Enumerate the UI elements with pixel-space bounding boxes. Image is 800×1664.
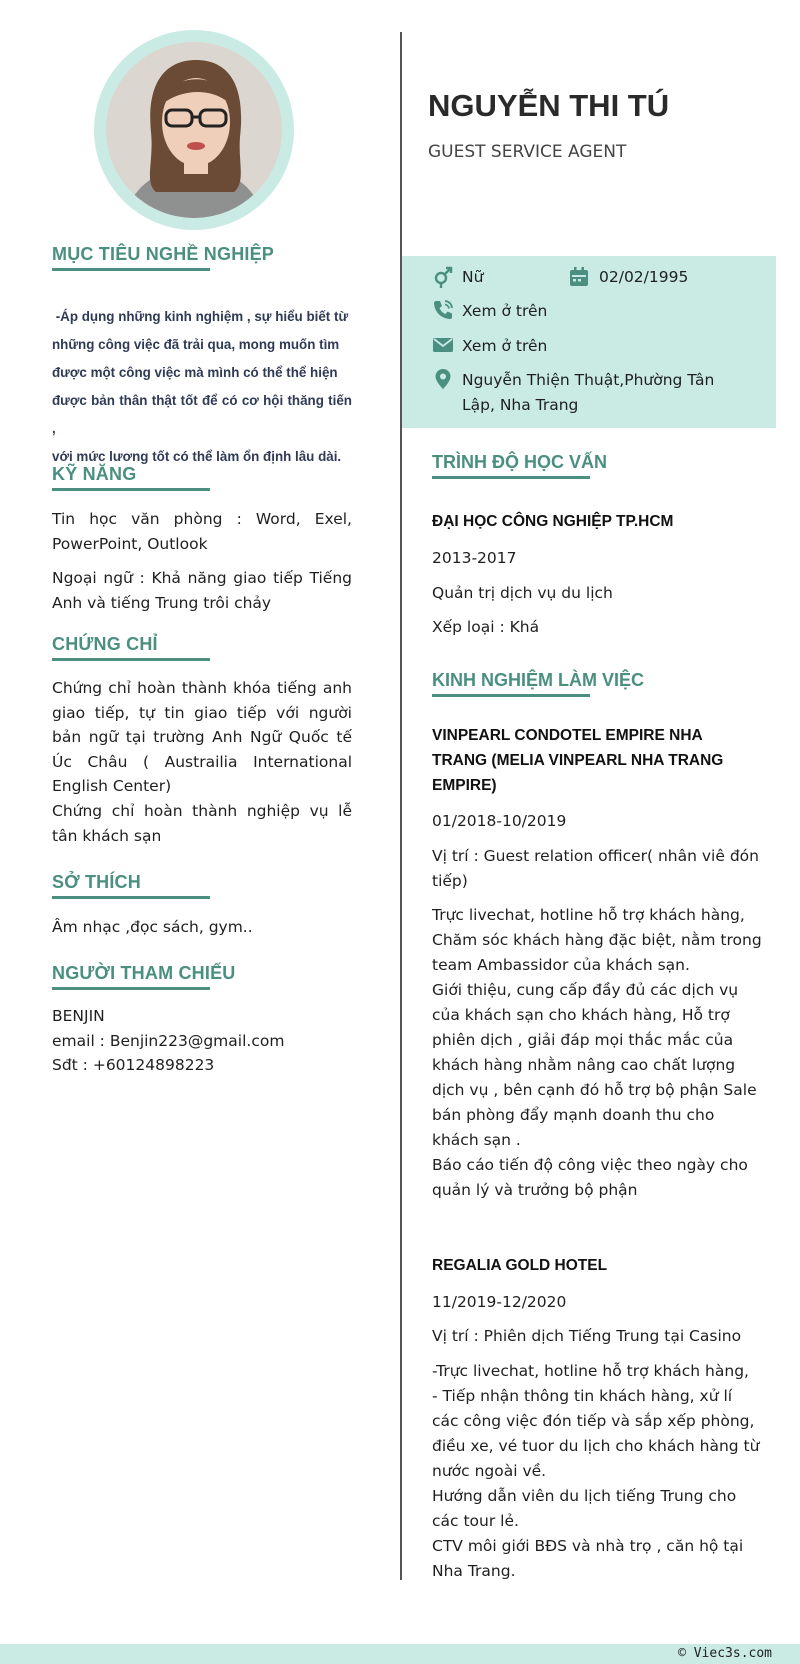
job-desc-line: bán phòng đẩy mạnh doanh thu cho	[432, 1106, 715, 1124]
job-position	[432, 1324, 762, 1349]
job-company-line: VINPEARL CONDOTEL EMPIRE NHA	[432, 727, 703, 744]
gender-icon	[432, 266, 454, 288]
job-desc-line: Nha Trang.	[432, 1562, 516, 1580]
job-desc-line: dịch vụ , bên cạnh đó hỗ trợ bộ phận Sale	[432, 1081, 757, 1099]
job-company-line: REGALIA GOLD HOTEL	[432, 1257, 608, 1274]
education-years: 2013-2017	[432, 549, 517, 567]
education-title: TRÌNH ĐỘ HỌC VẤN	[432, 452, 607, 472]
job-desc-line: khách sạn .	[432, 1131, 521, 1149]
reference-name: BENJIN	[52, 1007, 105, 1025]
objective-text	[52, 303, 352, 471]
avatar-portrait	[106, 42, 282, 218]
job-desc-line: quản lý và trưởng bộ phận	[432, 1181, 638, 1199]
education-underline	[432, 476, 590, 479]
objective-line: được bản thân thật tốt để có cơ hội thăng tiến ,	[52, 393, 352, 436]
address-line: Lập, Nha Trang	[462, 396, 579, 414]
hobbies-title: SỞ THÍCH	[52, 872, 141, 892]
references-text	[52, 1004, 352, 1078]
footer-watermark: © Viec3s.com	[678, 1646, 772, 1661]
address-line: Nguyễn Thiện Thuật,Phường Tân	[462, 371, 715, 389]
references-underline	[52, 987, 210, 990]
experience-title: KINH NGHIỆM LÀM VIỆC	[432, 670, 645, 690]
references-title: NGƯỜI THAM CHIẾU	[52, 963, 236, 983]
job-desc-line: Hướng dẫn viên du lịch tiếng Trung cho	[432, 1487, 737, 1505]
reference-email: email : Benjin223@gmail.com	[52, 1031, 285, 1050]
skill-item-office: Tin học văn phòng : Word, Exel, PowerPoint, Outlook	[52, 510, 352, 553]
location-pin-icon	[432, 368, 454, 390]
job-company-line: EMPIRE)	[432, 777, 497, 794]
phone-icon	[432, 299, 454, 321]
job-desc-line: CTV môi giới BĐS và nhà trọ , căn hộ tại	[432, 1537, 744, 1555]
contact-email: Xem ở trên	[462, 337, 548, 355]
job-desc-line: của khách sạn cho khách hàng, Hỗ trợ	[432, 1006, 730, 1024]
job-desc-line: nước ngoài về.	[432, 1462, 547, 1480]
job-desc-line: điều xe, vé tuor du lịch cho khách hàng từ	[432, 1437, 760, 1455]
job-desc-line: Giới thiệu, cung cấp đầy đủ các dịch vụ	[432, 981, 739, 999]
job-position	[432, 844, 762, 894]
certificates-underline	[52, 658, 210, 661]
job-desc-line: khách hàng nhằm nâng cao chất lượng	[432, 1056, 736, 1074]
job-position-line: Vị trí : Guest relation officer( nhân viê đón	[432, 847, 759, 865]
experience-underline	[432, 694, 590, 697]
job-position-line: tiếp)	[432, 872, 468, 890]
objective-line: được một công việc mà mình có thể thể hiện	[52, 365, 338, 380]
objective-line: -Áp dụng những kinh nghiệm , sự hiểu biết từ	[52, 309, 349, 324]
job-desc-line: Báo cáo tiến độ công việc theo ngày cho	[432, 1156, 748, 1174]
calendar-icon	[568, 266, 590, 288]
job-company	[432, 1253, 752, 1278]
job-desc-line: - Tiếp nhận thông tin khách hàng, xử lí	[432, 1387, 733, 1405]
job-desc-line: các tour lẻ.	[432, 1512, 519, 1530]
skill-item-language: Ngoại ngữ : Khả năng giao tiếp Tiếng Anh và tiếng Trung trôi chảy	[52, 569, 352, 612]
reference-phone: Sđt : +60124898223	[52, 1056, 215, 1074]
avatar	[106, 42, 282, 218]
candidate-name: NGUYỄN THI TÚ	[428, 88, 670, 123]
job-description	[432, 903, 762, 1203]
contact-phone: Xem ở trên	[462, 302, 548, 320]
job-desc-line: Chăm sóc khách hàng đặc biệt, nằm trong	[432, 931, 762, 949]
hobbies-underline	[52, 896, 210, 899]
objective-line: với mức lương tốt có thể làm ổn định lâu dài.	[52, 449, 342, 464]
job-period: 01/2018-10/2019	[432, 812, 567, 830]
job-description	[432, 1359, 762, 1584]
job-desc-line: Trực livechat, hotline hỗ trợ khách hàng,	[432, 906, 745, 924]
objective-underline	[52, 268, 210, 271]
job-desc-line: -Trực livechat, hotline hỗ trợ khách hàng,	[432, 1362, 749, 1380]
education-school: ĐẠI HỌC CÔNG NGHIỆP TP.HCM	[432, 513, 674, 530]
job-desc-line: các công việc đón tiếp và sắp xếp phòng,	[432, 1412, 755, 1430]
job-desc-line: phiên dịch , giải đáp mọi thắc mắc của	[432, 1031, 734, 1049]
objective-line: những công việc đã trải qua, mong muốn tìm	[52, 337, 340, 352]
job-company	[432, 723, 752, 798]
skills-underline	[52, 488, 210, 491]
envelope-icon	[432, 334, 454, 356]
education-major: Quản trị dịch vụ du lịch	[432, 584, 613, 602]
job-position-line: Vị trí : Phiên dịch Tiếng Trung tại Casino	[432, 1327, 742, 1345]
job-period: 11/2019-12/2020	[432, 1293, 567, 1311]
certificates-title: CHỨNG CHỈ	[52, 634, 158, 654]
job-desc-line: team Ambassidor của khách sạn.	[432, 956, 690, 974]
job-company-line: TRANG (MELIA VINPEARL NHA TRANG	[432, 752, 724, 769]
candidate-role: GUEST SERVICE AGENT	[428, 142, 627, 162]
skills-title: KỸ NĂNG	[52, 464, 137, 484]
hobbies-text: Âm nhạc ,đọc sách, gym..	[52, 918, 253, 936]
contact-birthday: 02/02/1995	[599, 268, 689, 286]
contact-gender: Nữ	[462, 268, 484, 286]
contact-address	[462, 368, 714, 418]
certificate-item-english: Chứng chỉ hoàn thành khóa tiếng anh giao tiếp, tự tin giao tiếp với người bản ngữ tại trường Anh Ngữ Quốc tế Úc Châu ( Austrailia International English Center)	[52, 679, 352, 795]
certificate-item-reception: Chứng chỉ hoàn thành nghiệp vụ lễ tân khách sạn	[52, 802, 352, 845]
education-grade: Xếp loại : Khá	[432, 618, 540, 636]
objective-title: MỤC TIÊU NGHỀ NGHIỆP	[52, 244, 275, 264]
